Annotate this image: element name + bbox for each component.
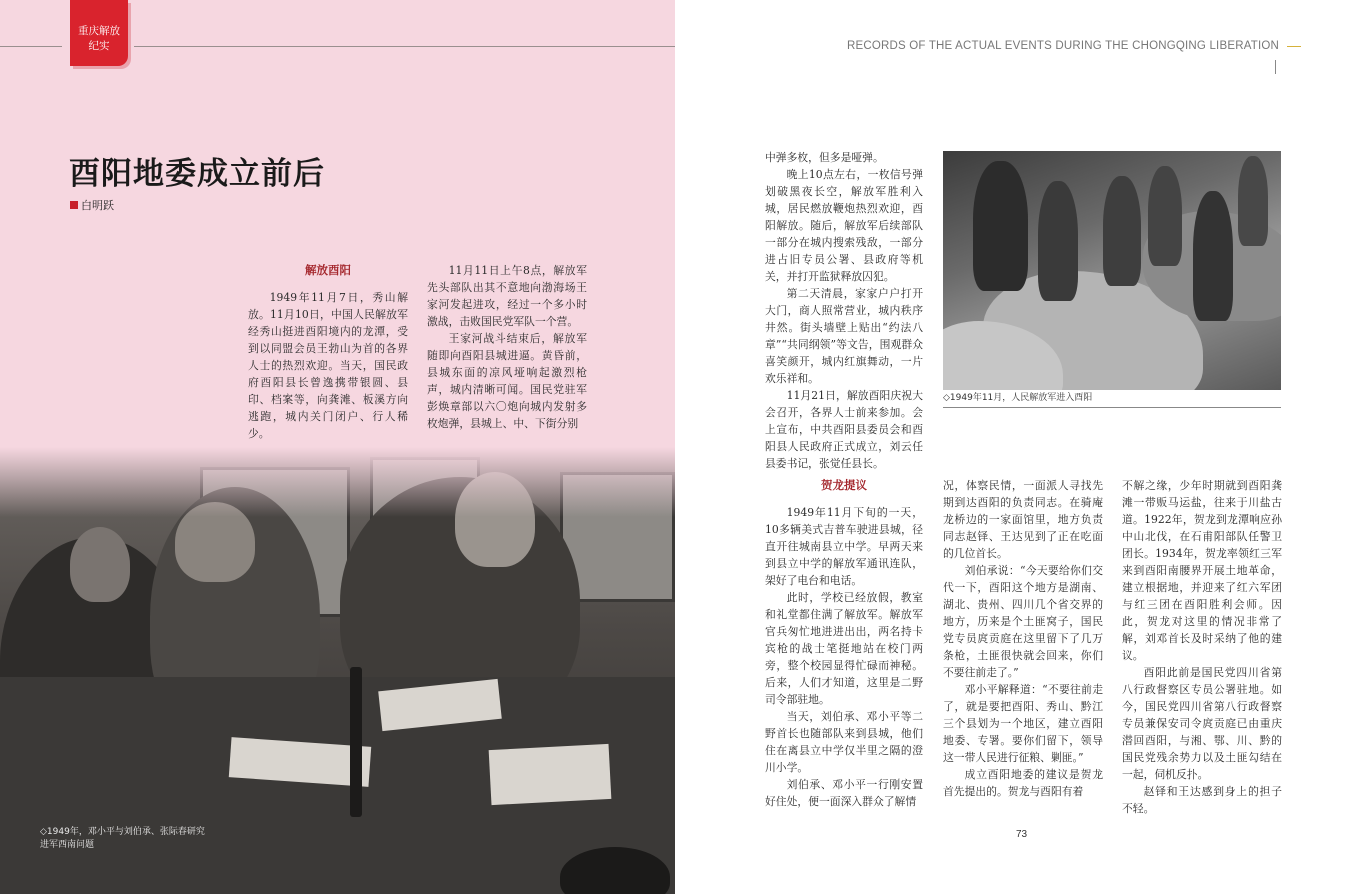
section-tag — [70, 0, 128, 66]
photo-army-entering-youyang — [943, 151, 1281, 390]
photo-caption-left: ◇1949年，邓小平与刘伯承、张际春研究进军西南问题 — [40, 827, 205, 850]
section-heading-helong-proposal: 贺龙提议 — [821, 478, 867, 492]
header-accent-dash — [1287, 46, 1301, 47]
paragraph: 第二天清晨，家家户户打开大门，商人照常营业，城内秩序井然。街头墙壁上贴出“约法八章”“共同纲领”等文告，围观群众喜笑颜开，城内红旗舞动，一片欢乐祥和。 — [765, 287, 923, 385]
photo-caption-right: ◇1949年11月，人民解放军进入酉阳 — [943, 392, 1281, 408]
section2-column-2 — [943, 477, 1103, 800]
paragraph: 中弹多枚，但多是哑弹。 — [765, 151, 884, 164]
section1-column-1 — [248, 262, 408, 442]
author-marker — [70, 201, 78, 209]
article-title: 酉阳地委成立前后 — [69, 156, 325, 192]
paragraph: 刘伯承、邓小平一行刚安置好住处，便一面深入群众了解情 — [765, 778, 923, 808]
section-heading-liberate-youyang: 解放酉阳 — [305, 263, 351, 277]
paragraph: 赵铎和王达感到身上的担子不轻。 — [1122, 785, 1282, 815]
paragraph: 酉阳此前是国民党四川省第八行政督察区专员公署驻地。如今，国民党四川省第八行政督察专员兼保安司令庹贡庭已由重庆潜回酉阳，与湘、鄂、川、黔的国民党残余势力以及土匪勾结在一起，伺机反扑。 — [1122, 666, 1282, 781]
paragraph: 1949年11月7日，秀山解放。11月10日，中国人民解放军经秀山挺进酉阳境内的龙潭，受到以同盟会员王勃山为首的各界人士的热烈欢迎。当天，国民政府酉阳县长曾逸携带银圆、县印、档案等，向龚滩、板溪方向逃跑，城内关门闭户、行人稀少。 — [248, 291, 408, 440]
paragraph: 不解之缘，少年时期就到酉阳龚滩一带贩马运盐，往来于川盐古道。1922年，贺龙到龙潭响应孙中山北伐，在石甫阳部队任警卫团长。1934年，贺龙率领红三军来到酉阳南腰界开展土地革命，建立根据地，并迎来了红六军团与红三团在酉阳胜利会师。因此，贺龙对这里的情况非常了解，刘邓首长及时采纳了他的建议。 — [1122, 479, 1282, 662]
page-number: 73 — [1016, 829, 1028, 840]
paragraph: 邓小平解释道：“不要往前走了，就是要把酉阳、秀山、黔江三个县划为一个地区，建立酉阳地委、专署。要你们留下，领导这一带人民进行征粮、剿匪。” — [943, 683, 1103, 764]
author-byline — [70, 197, 114, 213]
paragraph: 此时，学校已经放假，教室和礼堂都住满了解放军。解放军官兵匆忙地进进出出，两名持卡宾枪的战士笔挺地站在校门两旁，整个校园显得忙碌而神秘。后来，人们才知道，这里是二野司令部驻地。 — [765, 591, 923, 706]
paragraph: 成立酉阳地委的建议是贺龙首先提出的。贺龙与酉阳有着 — [943, 768, 1103, 798]
paragraph: 1949年11月下旬的一天，10多辆美式吉普车驶进县城，径直开往城南县立中学。早两天来到县立中学的解放军通讯连队，架好了电台和电话。 — [765, 506, 923, 587]
paragraph: 况，体察民情，一面派人寻找先期到达酉阳的负责同志。在骑庵龙桥边的一家面馆里，地方负责同志赵铎、王达见到了正在吃面的几位首长。 — [943, 479, 1103, 560]
paragraph: 11月11日上午8点，解放军先头部队出其不意地向渤海场王家河发起进攻，经过一个多小时激战，击败国民党军队一个营。 — [427, 264, 587, 328]
section2-column-3 — [1122, 477, 1282, 817]
section-tag-line2: 纪实 — [88, 40, 110, 52]
section2-column-1 — [765, 477, 923, 810]
section1-column-3 — [765, 149, 923, 472]
section-tag-line1: 重庆解放 — [78, 25, 120, 37]
paragraph: 11月21日，解放酉阳庆祝大会召开，各界人士前来参加。会上宣布，中共酉阳县委员会和酉阳县人民政府正式成立，刘云任县委书记，张觉任县长。 — [765, 389, 923, 470]
paragraph: 王家河战斗结束后，解放军随即向酉阳县城进逼。黄昏前，县城东面的凉风垭响起激烈枪声，城内清晰可闻。国民党驻军彭焕章部以六〇炮向城内发射多枚炮弹，县城上、中、下街分别 — [427, 332, 587, 430]
running-title: RECORDS OF THE ACTUAL EVENTS DURING THE CHONGQING LIBERATION — [846, 40, 1279, 52]
paragraph: 刘伯承说：“今天要给你们交代一下，酉阳这个地方是湖南、湖北、贵州、四川几个省交界的地方，历来是个土匪窝子，国民党专员庹贡庭在这里留下了几万条枪，土匪很快就会回来，你们不要往前走了。” — [943, 564, 1103, 679]
header-rule — [0, 46, 62, 47]
paragraph: 当天，刘伯承、邓小平等二野首长也随部队来到县城，他们住在离县立中学仅半里之隔的澄川小学。 — [765, 710, 923, 774]
section1-column-2 — [427, 262, 587, 432]
author-name: 白明跃 — [81, 199, 114, 212]
paragraph: 晚上10点左右，一枚信号弹划破黑夜长空，解放军胜利入城，居民燃放鞭炮热烈欢迎，酉阳解放。随后，解放军后续部队一部分在城内搜索残敌，一部分进占旧专员公署、县政府等机关，并打开监狱释放囚犯。 — [765, 168, 923, 283]
header-tick — [1275, 60, 1276, 74]
